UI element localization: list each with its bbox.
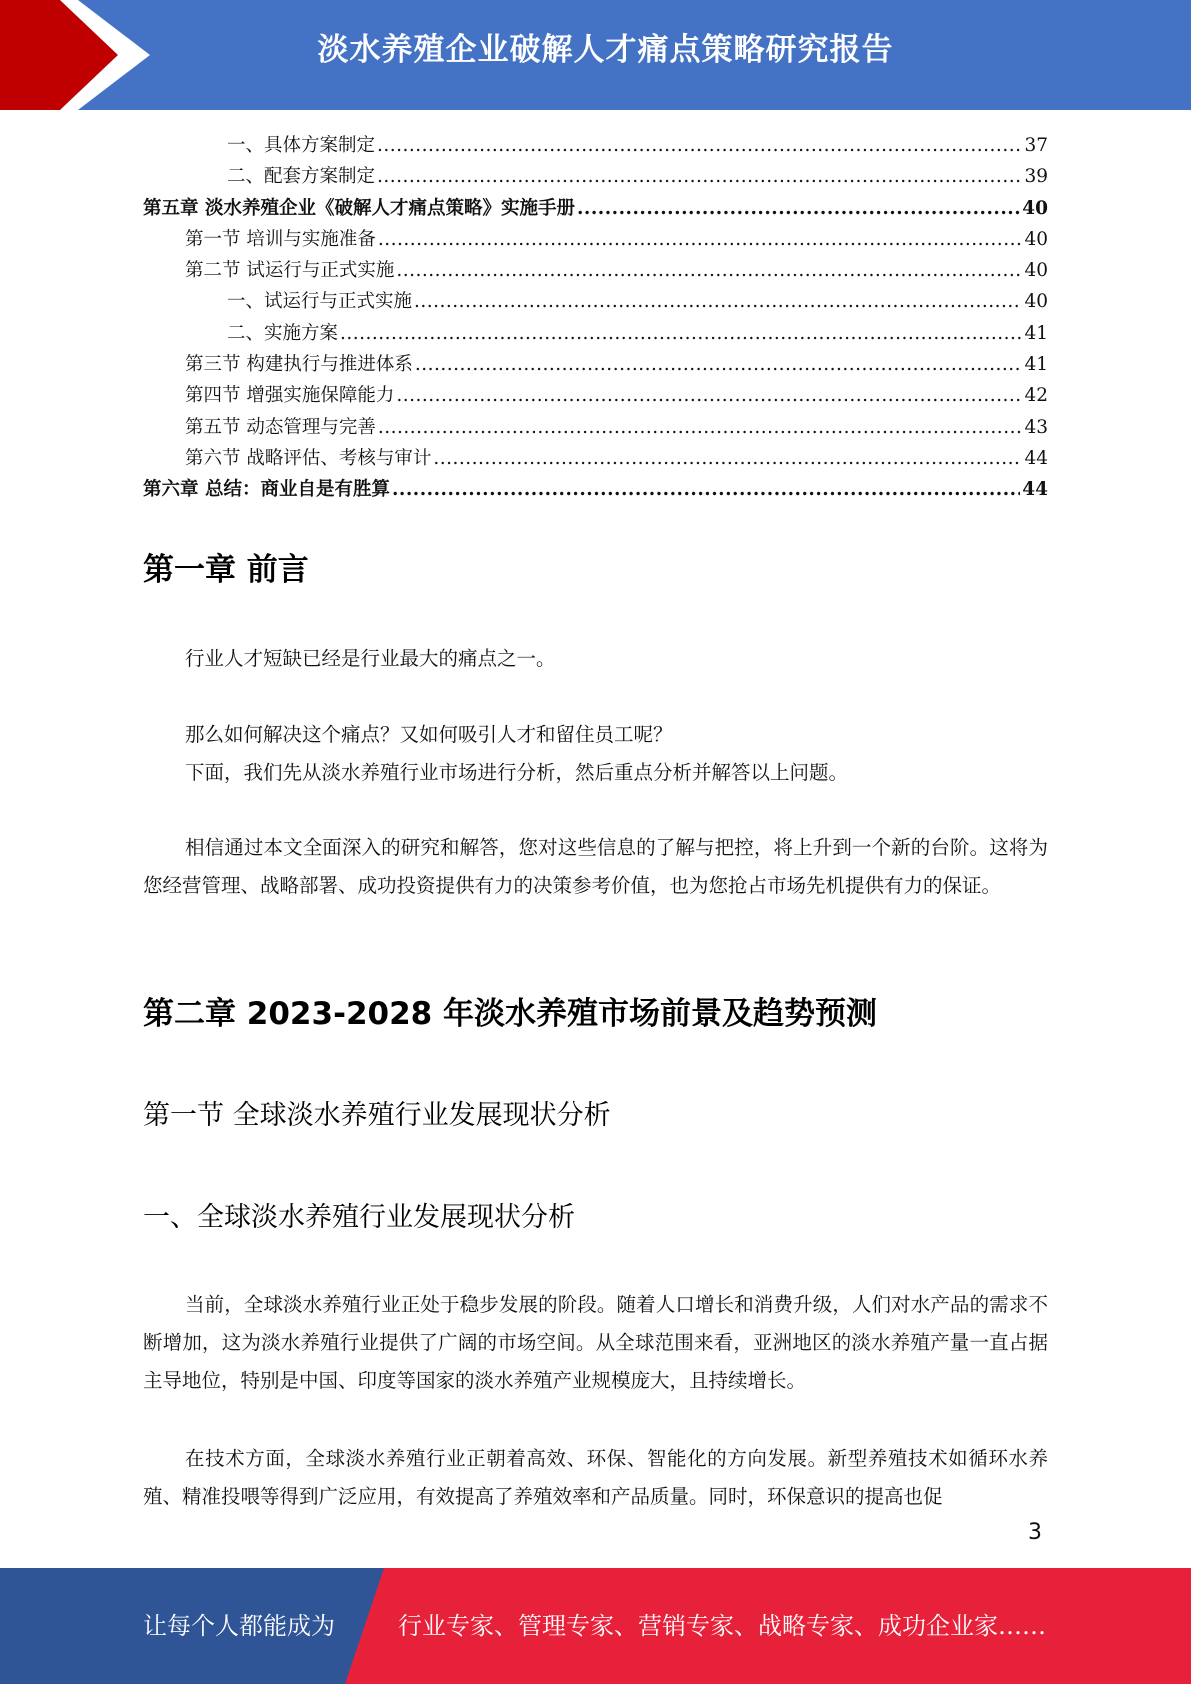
toc-label: 二、实施方案	[227, 322, 339, 344]
toc-leader	[377, 130, 1022, 161]
toc-page: 39	[1024, 166, 1048, 188]
toc-label: 第一节 培训与实施准备	[185, 228, 376, 250]
toc-label: 第五章 淡水养殖企业《破解人才痛点策略》实施手册	[143, 197, 575, 219]
report-title: 淡水养殖企业破解人才痛点策略研究报告	[317, 32, 894, 68]
toc-leader	[433, 443, 1022, 474]
toc-entry[interactable]	[143, 380, 1048, 411]
paragraph: 在技术方面，全球淡水养殖行业正朝着高效、环保、智能化的方向发展。新型养殖技术如循环水养殖、精准投喂等得到广泛应用，有效提高了养殖效率和产品质量。同时，环保意识的提高也促	[143, 1447, 1048, 1508]
toc-entry[interactable]	[143, 130, 1048, 161]
toc-entry[interactable]	[143, 161, 1048, 192]
toc-entry[interactable]	[143, 474, 1048, 505]
toc-entry[interactable]	[143, 443, 1048, 474]
toc-label: 第二节 试运行与正式实施	[185, 260, 395, 282]
toc-page: 40	[1024, 228, 1048, 250]
toc-leader	[377, 161, 1022, 192]
subsection-heading: 一、全球淡水养殖行业发展现状分析	[143, 1202, 575, 1233]
chapter-heading: 第二章 2023-2028 年淡水养殖市场前景及趋势预测	[143, 996, 878, 1032]
table-of-contents	[143, 130, 1048, 506]
toc-label: 一、具体方案制定	[227, 135, 376, 156]
toc-leader	[414, 286, 1022, 317]
toc-leader	[577, 193, 1020, 224]
toc-page: 37	[1024, 135, 1048, 156]
toc-leader	[396, 255, 1022, 286]
toc-page: 43	[1024, 416, 1048, 438]
toc-page: 44	[1024, 447, 1048, 469]
paragraph: 行业人才短缺已经是行业最大的痛点之一。	[185, 647, 556, 670]
toc-label: 第六节 战略评估、考核与审计	[185, 447, 432, 469]
toc-label: 第四节 增强实施保障能力	[185, 385, 395, 407]
toc-entry[interactable]	[143, 224, 1048, 255]
footer-slogan-left: 让每个人都能成为	[143, 1612, 335, 1640]
toc-page: 41	[1024, 322, 1048, 344]
toc-leader	[392, 474, 1020, 505]
toc-leader	[378, 412, 1023, 443]
toc-leader	[396, 380, 1022, 411]
toc-page: 41	[1024, 354, 1048, 376]
toc-page: 40	[1024, 260, 1048, 282]
paragraph: 当前，全球淡水养殖行业正处于稳步发展的阶段。随着人口增长和消费升级，人们对水产品的需求不断增加，这为淡水养殖行业提供了广阔的市场空间。从全球范围来看，亚洲地区的淡水养殖产量一直占据主导地位，特别是中国、印度等国家的淡水养殖产业规模庞大，且持续增长。	[143, 1293, 1048, 1392]
footer-banner	[0, 1568, 1191, 1684]
toc-leader	[378, 224, 1023, 255]
toc-entry[interactable]	[143, 193, 1048, 224]
toc-label: 一、试运行与正式实施	[227, 291, 413, 313]
page-number: 3	[1028, 1520, 1042, 1545]
toc-entry[interactable]	[143, 286, 1048, 317]
toc-label: 第六章 总结：商业自是有胜算	[143, 479, 390, 501]
chapter-heading: 第一章 前言	[143, 552, 309, 588]
toc-entry[interactable]	[143, 349, 1048, 380]
toc-label: 二、配套方案制定	[227, 166, 376, 188]
toc-entry[interactable]	[143, 412, 1048, 443]
footer-slogan-right: 行业专家、管理专家、营销专家、战略专家、成功企业家……	[398, 1612, 1046, 1640]
paragraph: 那么如何解决这个痛点？又如何吸引人才和留住员工呢？	[185, 723, 673, 746]
toc-page: 40	[1024, 291, 1048, 313]
toc-leader	[340, 318, 1022, 349]
toc-leader	[415, 349, 1023, 380]
toc-label: 第三节 构建执行与推进体系	[185, 354, 413, 376]
paragraph: 下面，我们先从淡水养殖行业市场进行分析，然后重点分析并解答以上问题。	[185, 761, 849, 784]
toc-entry[interactable]	[143, 255, 1048, 286]
toc-label: 第五节 动态管理与完善	[185, 416, 376, 438]
toc-entry[interactable]	[143, 318, 1048, 349]
toc-page: 40	[1022, 197, 1048, 219]
paragraph: 相信通过本文全面深入的研究和解答，您对这些信息的了解与把控，将上升到一个新的台阶。这将为您经营管理、战略部署、成功投资提供有力的决策参考价值，也为您抢占市场先机提供有力的保证。	[143, 836, 1048, 897]
toc-page: 44	[1022, 479, 1048, 501]
toc-page: 42	[1024, 385, 1048, 407]
header-banner	[0, 0, 1191, 110]
section-heading: 第一节 全球淡水养殖行业发展现状分析	[143, 1100, 611, 1131]
